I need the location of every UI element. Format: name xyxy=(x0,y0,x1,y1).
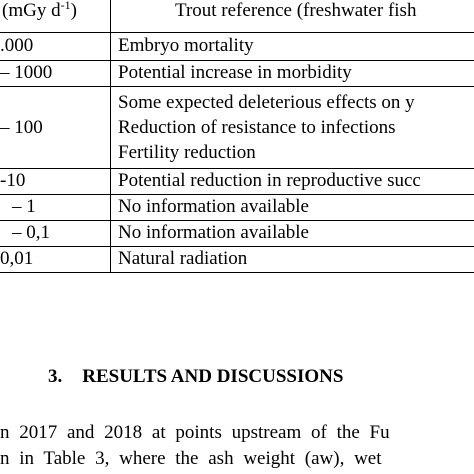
table-cell-effect: Fertility reduction xyxy=(118,142,256,163)
table-column-divider xyxy=(110,0,111,272)
table-cell-dose: – 0,1 xyxy=(12,222,50,243)
table-row-rule xyxy=(0,168,474,169)
table-row-rule xyxy=(0,194,474,195)
table-cell-effect: No information available xyxy=(118,196,309,217)
table-cell-dose: .000 xyxy=(0,35,34,56)
table-header-rule xyxy=(0,32,474,33)
table-cell-effect: Reduction of resistance to infections xyxy=(118,117,396,138)
table-row-rule xyxy=(0,60,474,61)
table-cell-dose: – 1 xyxy=(12,196,36,217)
table-cell-effect: Some expected deleterious effects on y xyxy=(118,92,415,113)
table-row-rule xyxy=(0,220,474,221)
table-cell-dose: -10 xyxy=(0,170,26,191)
table-header-trout-reference: Trout reference (freshwater fish xyxy=(175,0,417,21)
section-number: 3. xyxy=(48,366,63,387)
table-cell-effect: Embryo mortality xyxy=(118,35,254,56)
table-cell-effect: Natural radiation xyxy=(118,248,248,269)
section-title: RESULTS AND DISCUSSIONS xyxy=(82,366,344,387)
table-cell-effect: Potential increase in morbidity xyxy=(118,62,352,83)
table-bottom-rule xyxy=(0,272,474,273)
table-header-dose-rate: (mGy $d^{-1}$) xyxy=(2,0,77,21)
table-row-rule xyxy=(0,86,474,87)
table-cell-dose: – 1000 xyxy=(0,62,53,83)
section-heading xyxy=(48,366,343,388)
table-cell-dose: – 100 xyxy=(0,117,43,138)
table-cell-effect: No information available xyxy=(118,222,309,243)
table-row-rule xyxy=(0,246,474,247)
body-text-line: n 2017 and 2018 at points upstream of the Fu xyxy=(0,422,390,443)
body-text-line: n in Table 3, where the ash weight (aw), wet xyxy=(0,448,382,469)
table-cell-dose: 0,01 xyxy=(0,248,34,269)
table-cell-effect: Potential reduction in reproductive succ xyxy=(118,170,421,191)
